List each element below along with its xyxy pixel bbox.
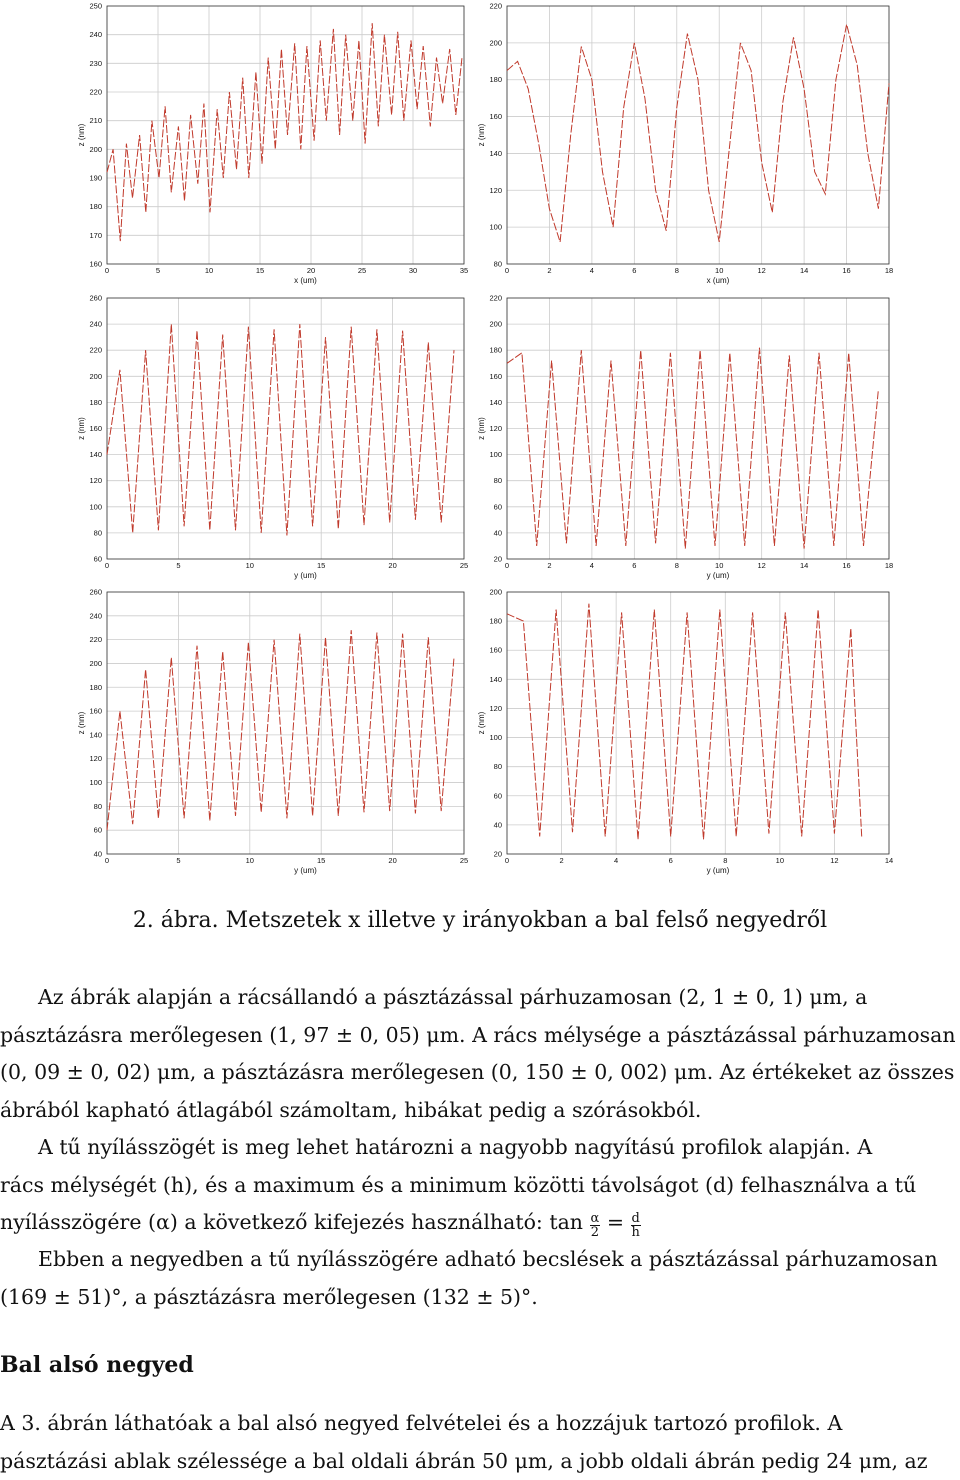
y-tick-label: 100 — [489, 733, 502, 742]
y-tick-label: 80 — [494, 260, 502, 269]
x-tick-label: 12 — [757, 266, 765, 275]
x-tick-label: 2 — [547, 561, 551, 570]
y-tick-label: 200 — [489, 588, 502, 597]
y-tick-label: 100 — [489, 450, 502, 459]
y-tick-label: 200 — [489, 38, 502, 47]
y-tick-label: 220 — [489, 294, 502, 303]
frac-num: d — [631, 1212, 641, 1226]
x-tick-label: 14 — [800, 561, 808, 570]
x-axis-label: y (um) — [294, 866, 317, 875]
y-tick-label: 180 — [89, 398, 102, 407]
y-axis-label: z (nm) — [77, 417, 86, 440]
x-tick-label: 25 — [358, 266, 366, 275]
y-tick-label: 140 — [489, 398, 502, 407]
y-tick-label: 140 — [89, 450, 102, 459]
profile-trace — [507, 348, 878, 549]
x-tick-label: 20 — [388, 856, 396, 865]
x-tick-label: 12 — [830, 856, 838, 865]
text-line: pásztázási ablak szélessége a bal oldali ábrán 50 μm, a jobb oldali ábrán pedig 24 μm, az — [0, 1443, 958, 1480]
x-tick-label: 4 — [614, 856, 618, 865]
y-tick-label: 240 — [89, 30, 102, 39]
profile-plot-2 — [470, 0, 900, 290]
y-tick-label: 20 — [494, 555, 502, 564]
y-tick-label: 120 — [489, 704, 502, 713]
x-tick-label: 20 — [307, 266, 315, 275]
y-tick-label: 250 — [89, 2, 102, 11]
text-line: (0, 09 ± 0, 02) μm, a pásztázásra merőlegesen (0, 150 ± 0, 002) μm. Az értékeket az összes — [0, 1054, 958, 1092]
x-axis-label: y (um) — [707, 571, 730, 580]
y-tick-label: 100 — [89, 502, 102, 511]
y-tick-label: 80 — [94, 802, 102, 811]
y-axis-label: z (nm) — [477, 123, 486, 146]
profile-trace — [107, 630, 454, 830]
y-tick-label: 160 — [89, 707, 102, 716]
y-tick-label: 240 — [89, 320, 102, 329]
x-tick-label: 4 — [590, 561, 594, 570]
paragraph-lower-left — [0, 1405, 958, 1480]
y-tick-label: 60 — [494, 502, 502, 511]
y-tick-label: 180 — [489, 346, 502, 355]
y-tick-label: 80 — [494, 762, 502, 771]
text-line: pásztázásra merőlegesen (1, 97 ± 0, 05) μm. A rács mélysége a pásztázással párhuzamosan — [0, 1017, 958, 1055]
y-tick-label: 230 — [89, 59, 102, 68]
x-tick-label: 2 — [559, 856, 563, 865]
y-tick-label: 120 — [489, 186, 502, 195]
x-tick-label: 8 — [675, 561, 679, 570]
y-tick-label: 180 — [489, 617, 502, 626]
x-tick-label: 10 — [776, 856, 784, 865]
x-tick-label: 15 — [317, 561, 325, 570]
y-tick-label: 120 — [489, 424, 502, 433]
text-line: A tű nyílásszögét is meg lehet határozni a nagyobb nagyítású profilok alapján. A — [0, 1129, 958, 1167]
x-tick-label: 5 — [176, 856, 180, 865]
fraction-d-over-h — [631, 1212, 641, 1239]
text-line: (169 ± 51)°, a pásztázásra merőlegesen (132 ± 5)°. — [0, 1279, 958, 1317]
x-tick-label: 35 — [460, 266, 468, 275]
text-line: A 3. ábrán láthatóak a bal alsó negyed felvételei és a hozzájuk tartozó profilok. A — [0, 1405, 958, 1443]
frac-den: h — [631, 1226, 641, 1239]
frac-den: 2 — [590, 1226, 601, 1239]
x-tick-label: 0 — [105, 266, 109, 275]
x-tick-label: 2 — [547, 266, 551, 275]
y-tick-label: 170 — [89, 231, 102, 240]
y-tick-label: 240 — [89, 611, 102, 620]
formula-equals: = — [600, 1210, 630, 1234]
y-tick-label: 220 — [89, 88, 102, 97]
y-tick-label: 120 — [89, 476, 102, 485]
x-tick-label: 15 — [256, 266, 264, 275]
x-tick-label: 25 — [460, 856, 468, 865]
profile-trace — [507, 604, 862, 840]
y-tick-label: 260 — [89, 588, 102, 597]
y-tick-label: 60 — [494, 791, 502, 800]
x-tick-label: 10 — [715, 561, 723, 570]
y-tick-label: 140 — [89, 730, 102, 739]
x-tick-label: 6 — [632, 561, 636, 570]
text-line: Az ábrák alapján a rácsállandó a pásztázással párhuzamosan (2, 1 ± 0, 1) μm, a — [0, 979, 958, 1017]
y-axis-label: z (nm) — [477, 417, 486, 440]
y-tick-label: 200 — [89, 659, 102, 668]
y-tick-label: 180 — [89, 202, 102, 211]
x-tick-label: 0 — [505, 561, 509, 570]
y-tick-label: 200 — [89, 372, 102, 381]
x-tick-label: 10 — [246, 856, 254, 865]
x-tick-label: 8 — [723, 856, 727, 865]
y-tick-label: 140 — [489, 149, 502, 158]
profile-plot-1 — [70, 0, 475, 290]
y-tick-label: 60 — [94, 555, 102, 564]
y-tick-label: 40 — [494, 820, 502, 829]
x-tick-label: 18 — [885, 266, 893, 275]
profile-trace — [107, 23, 462, 241]
y-tick-label: 40 — [94, 850, 102, 859]
y-tick-label: 100 — [489, 223, 502, 232]
y-axis-label: z (nm) — [77, 123, 86, 146]
y-tick-label: 60 — [94, 826, 102, 835]
y-tick-label: 200 — [489, 320, 502, 329]
x-tick-label: 0 — [105, 561, 109, 570]
y-tick-label: 180 — [489, 75, 502, 84]
x-axis-label: x (um) — [294, 276, 317, 285]
x-tick-label: 6 — [669, 856, 673, 865]
y-tick-label: 160 — [89, 260, 102, 269]
y-tick-label: 210 — [89, 116, 102, 125]
formula-line — [0, 1204, 958, 1242]
x-tick-label: 15 — [317, 856, 325, 865]
x-tick-label: 14 — [885, 856, 893, 865]
profile-plot-4 — [470, 292, 900, 585]
profile-plot-6 — [470, 586, 900, 880]
fraction-alpha-over-2 — [590, 1212, 601, 1239]
x-tick-label: 5 — [156, 266, 160, 275]
frac-num: α — [590, 1212, 601, 1226]
section-heading: Bal alsó negyed — [0, 1352, 194, 1378]
profile-trace — [507, 24, 889, 242]
y-axis-label: z (nm) — [77, 711, 86, 734]
paragraph-tip-angle — [0, 1129, 958, 1242]
y-tick-label: 100 — [89, 778, 102, 787]
y-tick-label: 190 — [89, 174, 102, 183]
y-tick-label: 160 — [489, 112, 502, 121]
y-tick-label: 160 — [489, 646, 502, 655]
x-tick-label: 14 — [800, 266, 808, 275]
x-axis-label: y (um) — [294, 571, 317, 580]
x-tick-label: 16 — [842, 266, 850, 275]
y-tick-label: 260 — [89, 294, 102, 303]
y-tick-label: 220 — [89, 346, 102, 355]
x-tick-label: 16 — [842, 561, 850, 570]
text-line: rács mélységét (h), és a maximum és a minimum közötti távolságot (d) felhasználva a tű — [0, 1167, 958, 1205]
x-tick-label: 10 — [715, 266, 723, 275]
x-tick-label: 8 — [675, 266, 679, 275]
y-tick-label: 220 — [489, 2, 502, 11]
x-tick-label: 6 — [632, 266, 636, 275]
y-tick-label: 140 — [489, 675, 502, 684]
x-tick-label: 0 — [505, 856, 509, 865]
y-tick-label: 20 — [494, 850, 502, 859]
profile-plot-3 — [70, 292, 475, 585]
paragraph-estimates — [0, 1241, 958, 1316]
x-axis-label: x (um) — [707, 276, 730, 285]
x-tick-label: 10 — [246, 561, 254, 570]
x-tick-label: 4 — [590, 266, 594, 275]
plot-frame — [107, 592, 464, 854]
profile-plot-5 — [70, 586, 475, 880]
x-tick-label: 20 — [388, 561, 396, 570]
paragraph-grating-constant — [0, 979, 958, 1129]
x-tick-label: 0 — [105, 856, 109, 865]
x-tick-label: 10 — [205, 266, 213, 275]
x-tick-label: 12 — [757, 561, 765, 570]
formula-prefix: nyílásszögére (α) a következő kifejezés használható: tan — [0, 1210, 590, 1234]
y-tick-label: 200 — [89, 145, 102, 154]
x-tick-label: 0 — [505, 266, 509, 275]
y-tick-label: 180 — [89, 683, 102, 692]
text-line: Ebben a negyedben a tű nyílásszögére adható becslések a pásztázással párhuzamosan — [0, 1241, 958, 1279]
y-tick-label: 220 — [89, 635, 102, 644]
figure-caption: 2. ábra. Metszetek x illetve y irányokban a bal felső negyedről — [0, 908, 960, 933]
y-axis-label: z (nm) — [477, 711, 486, 734]
text-line: ábrából kapható átlagából számoltam, hibákat pedig a szórásokból. — [0, 1092, 958, 1130]
y-tick-label: 160 — [489, 372, 502, 381]
x-tick-label: 18 — [885, 561, 893, 570]
y-tick-label: 160 — [89, 424, 102, 433]
y-tick-label: 40 — [494, 528, 502, 537]
x-axis-label: y (um) — [707, 866, 730, 875]
y-tick-label: 120 — [89, 754, 102, 763]
y-tick-label: 80 — [494, 476, 502, 485]
y-tick-label: 80 — [94, 528, 102, 537]
x-tick-label: 25 — [460, 561, 468, 570]
profile-trace — [107, 324, 454, 535]
x-tick-label: 30 — [409, 266, 417, 275]
x-tick-label: 5 — [176, 561, 180, 570]
plot-frame — [507, 6, 889, 264]
